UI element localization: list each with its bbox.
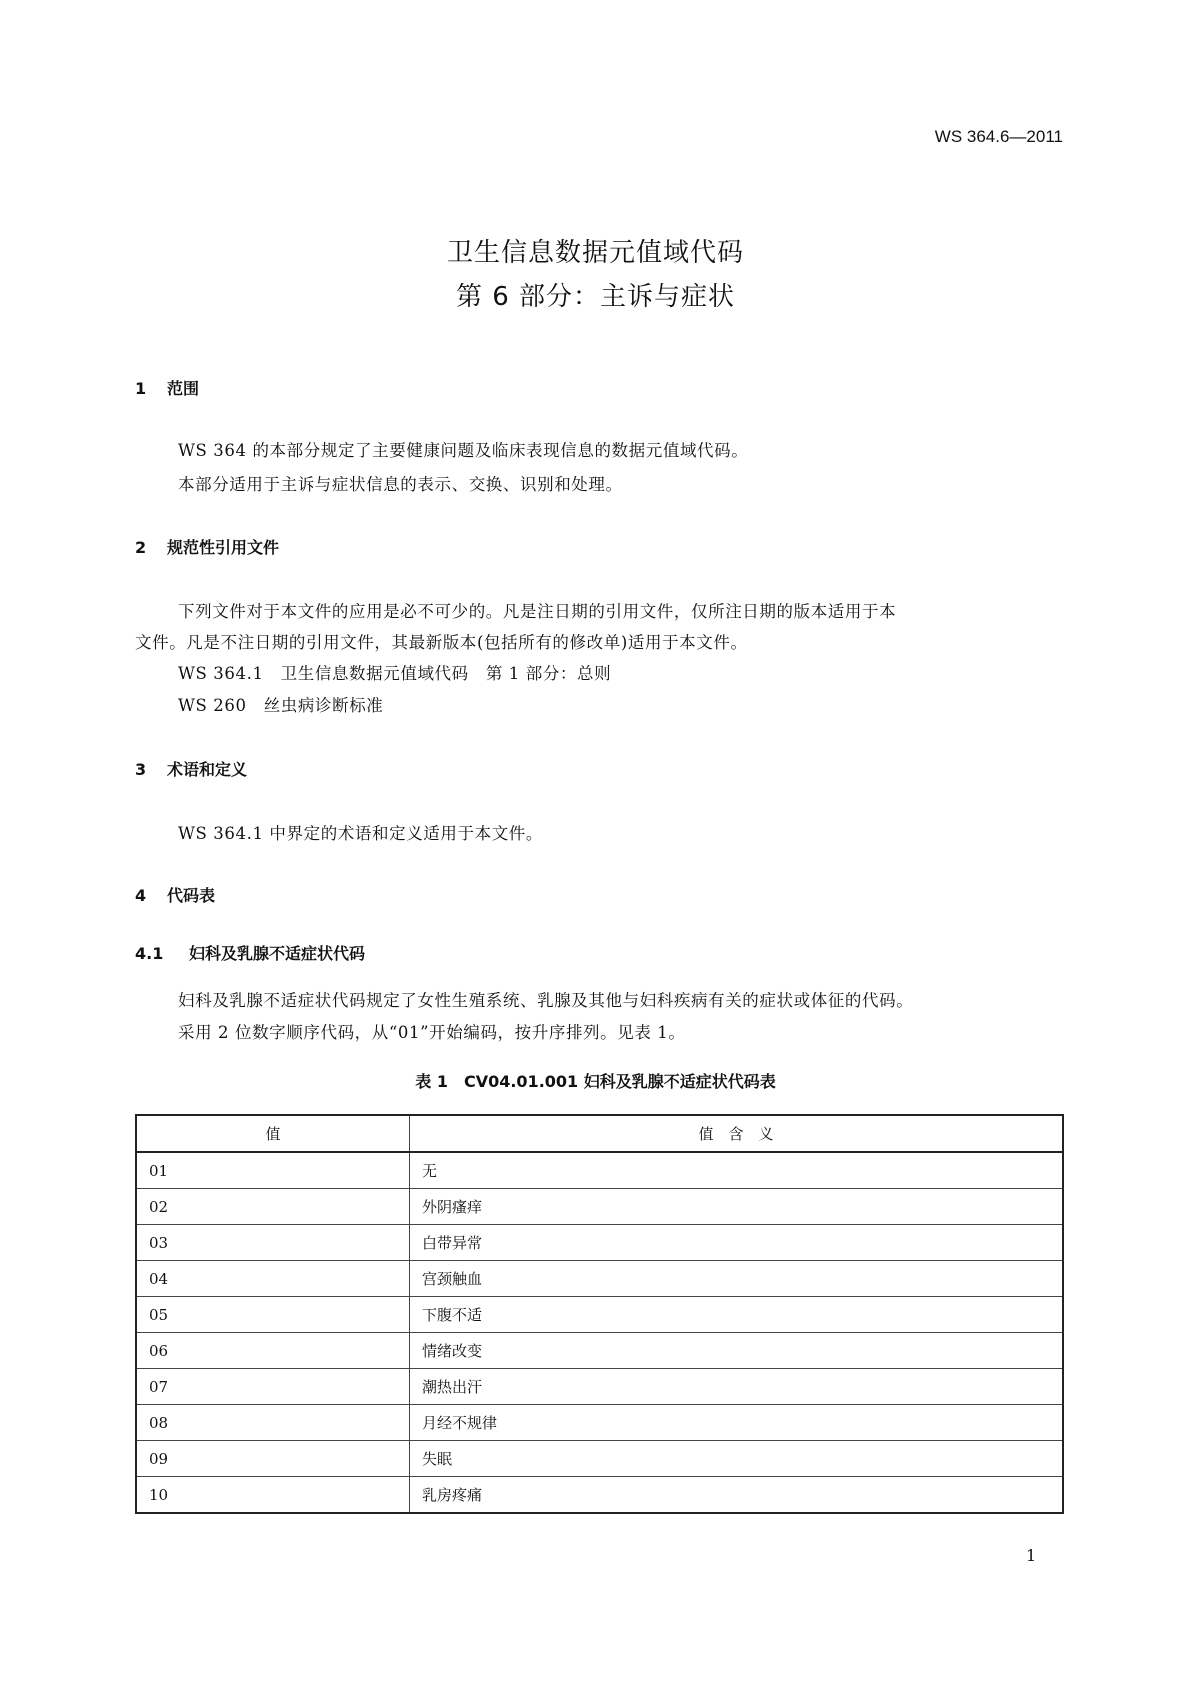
doc-title: 卫生信息数据元值域代码 bbox=[446, 238, 744, 268]
code-meaning-cell: 无 bbox=[410, 1152, 1064, 1189]
table-row bbox=[136, 1477, 1063, 1514]
page-number: 1 bbox=[1026, 1546, 1037, 1565]
paragraph: WS 364.1 中界定的术语和定义适用于本文件。 bbox=[178, 824, 543, 843]
code-value-cell: 10 bbox=[136, 1477, 410, 1514]
code-value-cell: 04 bbox=[136, 1261, 410, 1297]
code-meaning-cell: 潮热出汗 bbox=[410, 1369, 1064, 1405]
table-row bbox=[136, 1405, 1063, 1441]
section-heading: 2 规范性引用文件 bbox=[135, 538, 280, 557]
section-heading: 3 术语和定义 bbox=[135, 760, 248, 779]
table-row bbox=[136, 1152, 1063, 1189]
table-row bbox=[136, 1297, 1063, 1333]
column-header-meaning: 值 含 义 bbox=[410, 1115, 1064, 1152]
code-value-cell: 01 bbox=[136, 1152, 410, 1189]
subsection-heading: 4.1 妇科及乳腺不适症状代码 bbox=[135, 944, 366, 963]
code-meaning-cell: 月经不规律 bbox=[410, 1405, 1064, 1441]
column-header-value: 值 bbox=[136, 1115, 410, 1152]
table-row bbox=[136, 1441, 1063, 1477]
code-value-cell: 07 bbox=[136, 1369, 410, 1405]
table-row bbox=[136, 1225, 1063, 1261]
paragraph: WS 364 的本部分规定了主要健康问题及临床表现信息的数据元值域代码。 bbox=[178, 441, 749, 460]
code-value-cell: 09 bbox=[136, 1441, 410, 1477]
code-value-cell: 02 bbox=[136, 1189, 410, 1225]
code-meaning-cell: 宫颈触血 bbox=[410, 1261, 1064, 1297]
code-value-cell: 06 bbox=[136, 1333, 410, 1369]
doc-subtitle: 第 6 部分：主诉与症状 bbox=[455, 282, 736, 312]
paragraph: 文件。凡是不注日期的引用文件，其最新版本(包括所有的修改单)适用于本文件。 bbox=[135, 633, 748, 652]
table-row bbox=[136, 1369, 1063, 1405]
table-row bbox=[136, 1189, 1063, 1225]
code-table bbox=[135, 1114, 1064, 1514]
standard-number: WS 364.6—2011 bbox=[934, 127, 1063, 146]
reference-item: WS 364.1 卫生信息数据元值域代码 第 1 部分：总则 bbox=[178, 664, 612, 683]
code-value-cell: 05 bbox=[136, 1297, 410, 1333]
paragraph: 本部分适用于主诉与症状信息的表示、交换、识别和处理。 bbox=[178, 475, 623, 494]
table-row bbox=[136, 1261, 1063, 1297]
paragraph: 采用 2 位数字顺序代码，从“01”开始编码，按升序排列。见表 1。 bbox=[178, 1023, 686, 1042]
section-heading: 1 范围 bbox=[135, 379, 200, 398]
code-meaning-cell: 乳房疼痛 bbox=[410, 1477, 1064, 1514]
table-caption: 表 1 CV04.01.001 妇科及乳腺不适症状代码表 bbox=[415, 1072, 776, 1091]
paragraph: 妇科及乳腺不适症状代码规定了女性生殖系统、乳腺及其他与妇科疾病有关的症状或体征的代码。 bbox=[178, 991, 914, 1010]
paragraph: 下列文件对于本文件的应用是必不可少的。凡是注日期的引用文件，仅所注日期的版本适用于本 bbox=[178, 602, 897, 621]
code-meaning-cell: 情绪改变 bbox=[410, 1333, 1064, 1369]
table-row bbox=[136, 1333, 1063, 1369]
code-value-cell: 03 bbox=[136, 1225, 410, 1261]
code-meaning-cell: 白带异常 bbox=[410, 1225, 1064, 1261]
code-meaning-cell: 外阴瘙痒 bbox=[410, 1189, 1064, 1225]
section-heading: 4 代码表 bbox=[135, 886, 216, 905]
code-meaning-cell: 失眠 bbox=[410, 1441, 1064, 1477]
reference-item: WS 260 丝虫病诊断标准 bbox=[178, 696, 384, 715]
code-value-cell: 08 bbox=[136, 1405, 410, 1441]
code-meaning-cell: 下腹不适 bbox=[410, 1297, 1064, 1333]
